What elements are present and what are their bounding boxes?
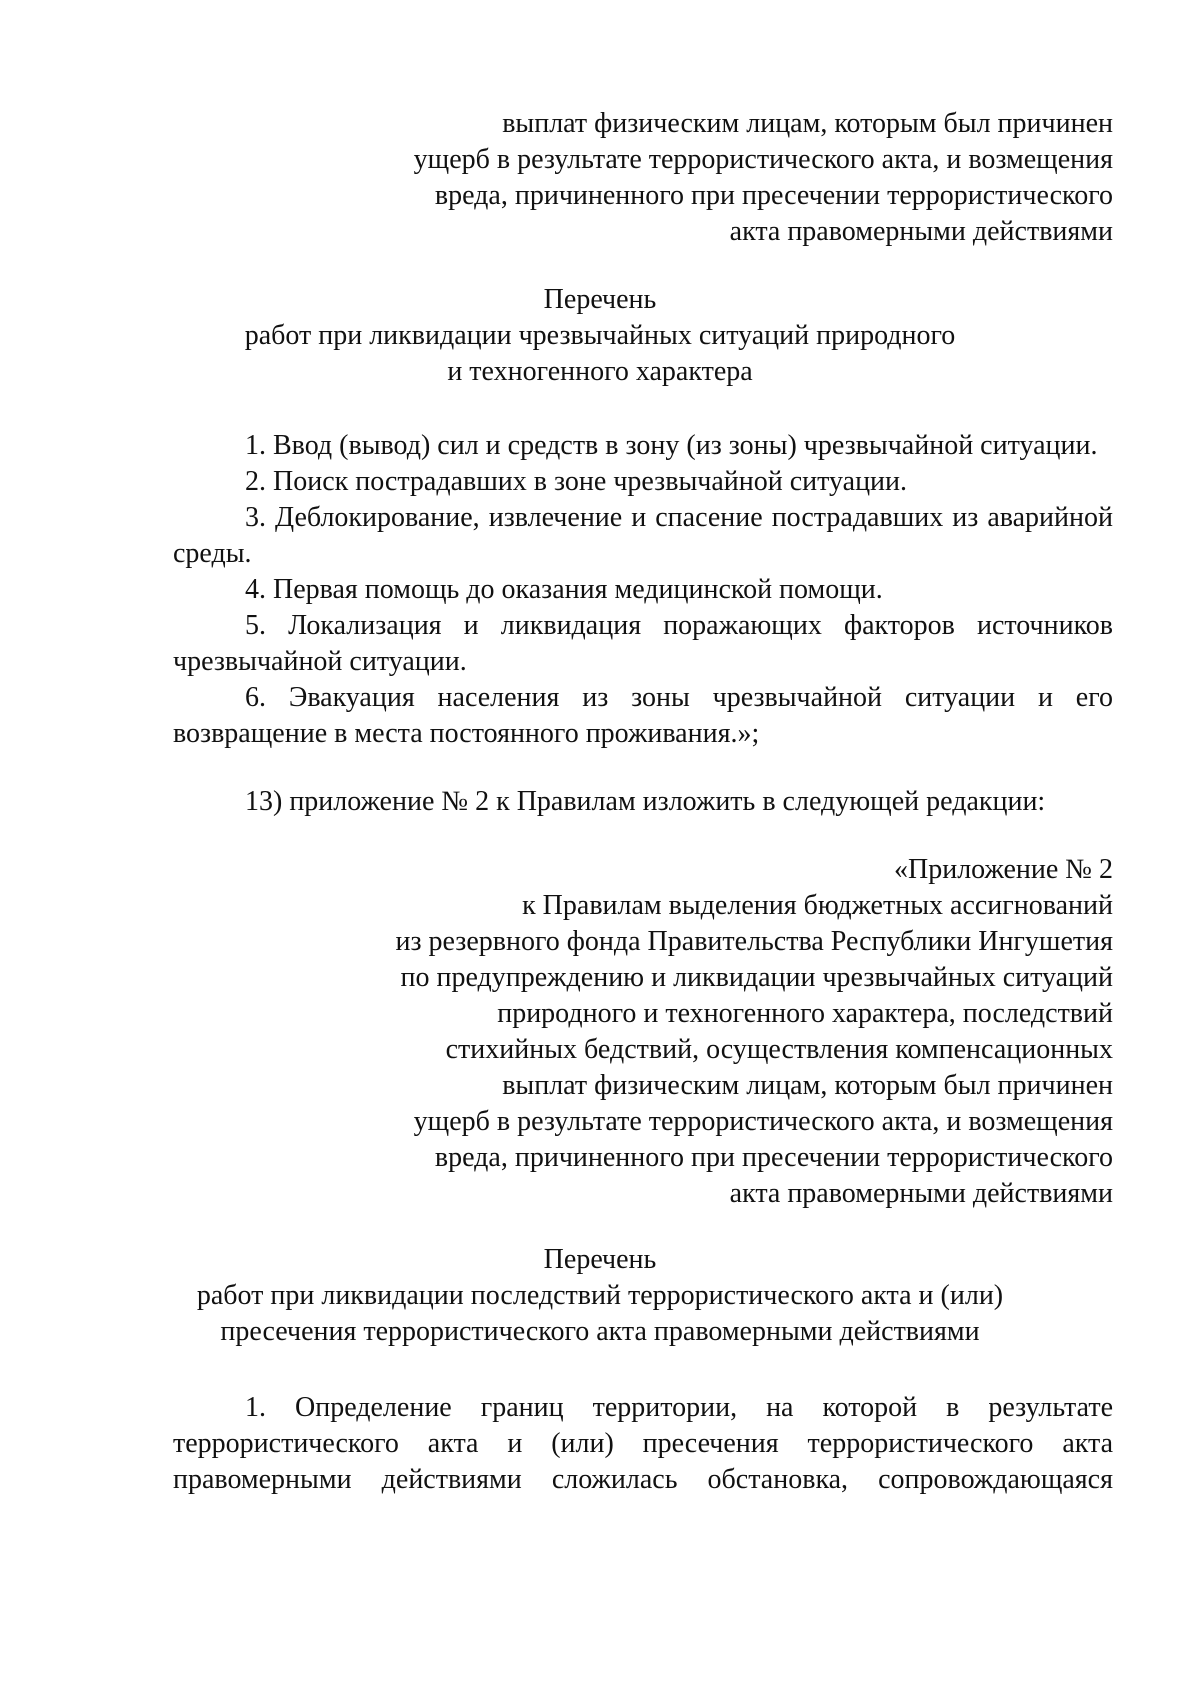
- list2-title: Перечень: [543, 1244, 657, 1275]
- list-item: 5. Локализация и ликвидация поражающих факторов источников: [245, 610, 1113, 641]
- list-item: 2. Поиск пострадавших в зоне чрезвычайной ситуации.: [245, 466, 908, 497]
- list-item: 1. Определение границ территории, на которой в результате: [245, 1392, 1113, 1423]
- list1-subtitle: и техногенного характера: [447, 356, 753, 387]
- header-line: «Приложение № 2: [894, 854, 1113, 885]
- list-item-continuation: возвращение в места постоянного проживания.»;: [173, 718, 760, 749]
- list-item-continuation: террористического акта и (или) пресечения террористического акта: [173, 1428, 1113, 1459]
- header-line: ущерб в результате террористического акта, и возмещения: [413, 144, 1113, 175]
- list-item-continuation: правомерными действиями сложилась обстановка, сопровождающаяся: [173, 1464, 1113, 1495]
- list-item: 6. Эвакуация населения из зоны чрезвычайной ситуации и его: [245, 682, 1113, 713]
- list1-subtitle: работ при ликвидации чрезвычайных ситуаций природного: [244, 320, 956, 351]
- amendment-clause: 13) приложение № 2 к Правилам изложить в следующей редакции:: [245, 786, 1046, 817]
- header-line: из резервного фонда Правительства Республики Ингушетия: [395, 926, 1113, 957]
- list2-subtitle: работ при ликвидации последствий террористического акта и (или): [196, 1280, 1004, 1311]
- header-line: к Правилам выделения бюджетных ассигнований: [522, 890, 1113, 921]
- header-line: вреда, причиненного при пресечении террористического: [434, 1142, 1113, 1173]
- header-line: вреда, причиненного при пресечении террористического: [434, 180, 1113, 211]
- header-line: ущерб в результате террористического акта, и возмещения: [413, 1106, 1113, 1137]
- list-item-continuation: среды.: [173, 538, 252, 569]
- list2-subtitle: пресечения террористического акта правомерными действиями: [220, 1316, 980, 1347]
- header-line: по предупреждению и ликвидации чрезвычайных ситуаций: [400, 962, 1113, 993]
- header-line: акта правомерными действиями: [729, 216, 1113, 247]
- list-item: 1. Ввод (вывод) сил и средств в зону (из зоны) чрезвычайной ситуации.: [245, 430, 1098, 461]
- list1-title: Перечень: [543, 284, 657, 315]
- header-line: стихийных бедствий, осуществления компенсационных: [445, 1034, 1113, 1065]
- header-line: природного и техногенного характера, последствий: [497, 998, 1113, 1029]
- list-item: 3. Деблокирование, извлечение и спасение пострадавших из аварийной: [245, 502, 1113, 533]
- header-line: акта правомерными действиями: [729, 1178, 1113, 1209]
- header-line: выплат физическим лицам, которым был причинен: [502, 108, 1113, 139]
- list-item: 4. Первая помощь до оказания медицинской помощи.: [245, 574, 883, 605]
- header-line: выплат физическим лицам, которым был причинен: [502, 1070, 1113, 1101]
- list-item-continuation: чрезвычайной ситуации.: [173, 646, 467, 677]
